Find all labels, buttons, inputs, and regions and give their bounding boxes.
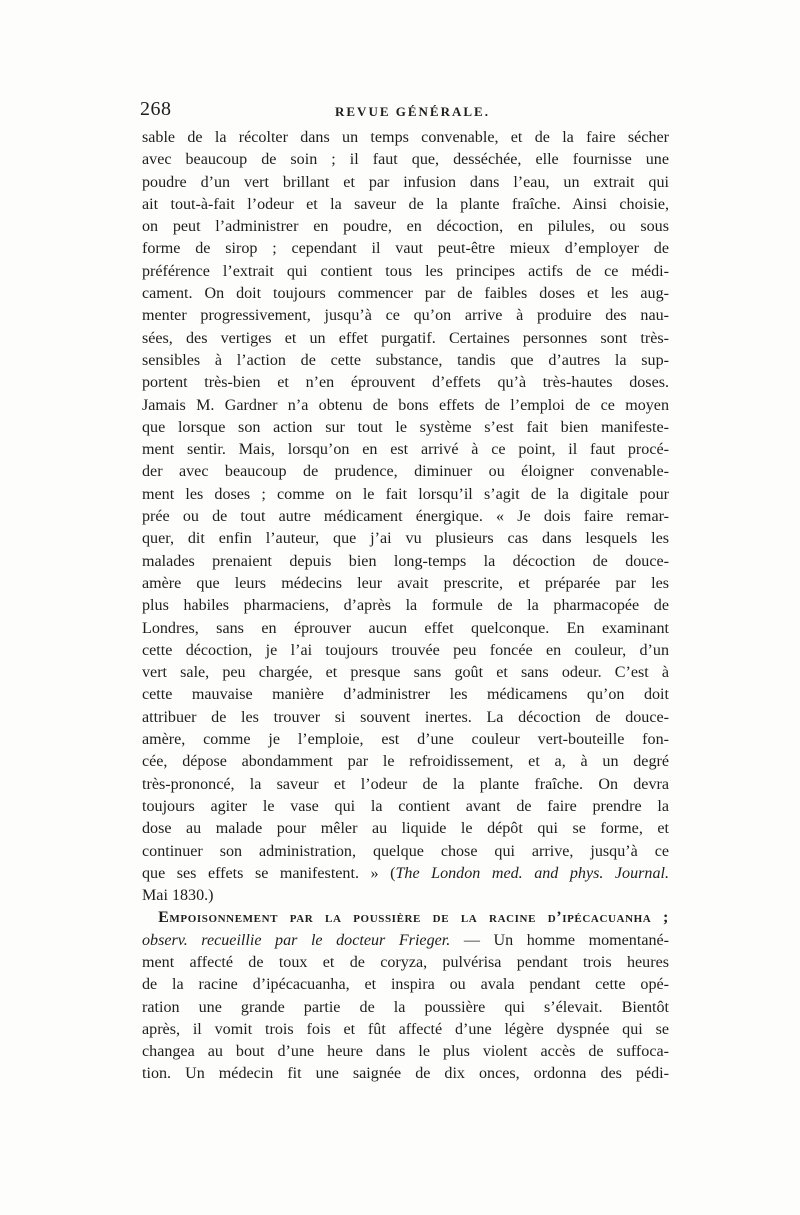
text-line: cette décoction, je l’ai toujours trouvée peu foncée en couleur, d’un xyxy=(142,641,669,659)
text-line: Londres, sans en éprouver aucun effet quelconque. En examinant xyxy=(142,619,669,637)
journal-title: The London med. and phys. Journal. xyxy=(395,864,669,882)
text-line: cette mauvaise manière d’administrer les médicamens qu’on doit xyxy=(142,686,669,704)
text-line: avec beaucoup de soin ; il faut que, desséchée, elle fournisse une xyxy=(142,151,669,169)
text-line: ration une grande partie de la poussière qui s’élevait. Bientôt xyxy=(142,998,669,1016)
section-subtitle: observ. recueillie par le docteur Frieger. xyxy=(142,931,451,949)
text-line: portent très-bien et n’en éprouvent d’effets qu’à très-hautes doses. xyxy=(142,374,669,392)
text-line: très-prononcé, la saveur et l’odeur de la plante fraîche. On devra xyxy=(142,775,669,793)
text-segment: — Un homme momentané- xyxy=(463,931,669,949)
citation-date: Mai 1830.) xyxy=(142,887,214,905)
citation-open: ( xyxy=(390,864,396,882)
paragraph-ipecacuanha xyxy=(142,907,669,1085)
running-head: REVUE GÉNÉRALE. xyxy=(335,104,490,119)
text-segment: que ses effets se manifestent. » xyxy=(142,864,379,882)
text-line: continuer son administration, quelque chose qui arrive, jusqu’à ce xyxy=(142,842,669,860)
text-line: ment les doses ; comme on le fait lorsqu’il s’agit de la digitale pour xyxy=(142,485,669,503)
text-line: changea au bout d’une heure dans le plus violent accès de suffoca- xyxy=(142,1043,669,1061)
page-number: 268 xyxy=(140,98,172,120)
text-line: ment sentir. Mais, lorsqu’on en est arrivé à ce point, il faut procé- xyxy=(142,441,669,459)
text-line: de la racine d’ipécacuanha, et inspira ou avala pendant cette opé- xyxy=(142,976,669,994)
section-title xyxy=(142,907,669,929)
paragraph-dulcamara xyxy=(142,127,669,907)
text-line: que lorsque son action sur tout le système s’est fait bien manifeste- xyxy=(142,418,669,436)
body-text xyxy=(142,127,669,1086)
text-line: poudre d’un vert brillant et par infusion dans l’eau, un extrait qui xyxy=(142,173,669,191)
text-line: ait tout-à-fait l’odeur et la saveur de la plante fraîche. Ainsi choisie, xyxy=(142,195,669,213)
text-line: vert sale, peu chargée, et presque sans goût et sans odeur. C’est à xyxy=(142,664,669,682)
text-line: Jamais M. Gardner n’a obtenu de bons effets de l’emploi de ce moyen xyxy=(142,396,669,414)
text-line: préférence l’extrait qui contient tous les principes actifs de ce médi- xyxy=(142,262,669,280)
text-line: amère, comme je l’emploie, est d’une couleur vert-bouteille fon- xyxy=(142,731,669,749)
text-line-with-citation xyxy=(142,863,669,885)
text-line: cée, dépose abondamment par le refroidissement, et a, à un degré xyxy=(142,753,669,771)
text-line: amère que leurs médecins leur avait prescrite, et préparée par les xyxy=(142,574,669,592)
text-line: cament. On doit toujours commencer par de faibles doses et les aug- xyxy=(142,285,669,303)
text-line: menter progressivement, jusqu’à ce qu’on arrive à produire des nau- xyxy=(142,307,669,325)
text-line: sées, des vertiges et un effet purgatif. Certaines personnes sont très- xyxy=(142,329,669,347)
text-line: on peut l’administrer en poudre, en décoction, en pilules, ou sous xyxy=(142,218,669,236)
section-heading: Empoisonnement par la poussière de la racine d’ipécacuanha ; xyxy=(158,909,669,927)
text-line: toujours agiter le vase qui la contient avant de faire prendre la xyxy=(142,797,669,815)
text-line: prée ou de tout autre médicament énergique. « Je dois faire remar- xyxy=(142,508,669,526)
text-line: quer, dit enfin l’auteur, que j’ai vu plusieurs cas dans lesquels les xyxy=(142,530,669,548)
text-line: der avec beaucoup de prudence, diminuer ou éloigner convenable- xyxy=(142,463,669,481)
text-line: sensibles à l’action de cette substance, tandis que d’autres la sup- xyxy=(142,351,669,369)
text-line: forme de sirop ; cependant il vaut peut-être mieux d’employer de xyxy=(142,240,669,258)
text-line: sable de la récolter dans un temps convenable, et de la faire sécher xyxy=(142,129,669,146)
text-line: tion. Un médecin fit une saignée de dix onces, ordonna des pédi- xyxy=(142,1065,669,1083)
text-line: ment affecté de toux et de coryza, pulvérisa pendant trois heures xyxy=(142,953,669,971)
text-line: plus habiles pharmaciens, d’après la formule de la pharmacopée de xyxy=(142,597,669,615)
text-line: après, il vomit trois fois et fût affecté d’une légère dyspnée qui se xyxy=(142,1020,669,1038)
text-line: malades prenaient depuis bien long-temps la décoction de douce- xyxy=(142,552,669,570)
text-line: attribuer de les trouver si souvent inertes. La décoction de douce- xyxy=(142,708,669,726)
text-line-with-subtitle xyxy=(142,930,669,952)
page-header xyxy=(140,98,670,124)
text-line: dose au malade pour mêler au liquide le dépôt qui se forme, et xyxy=(142,820,669,838)
